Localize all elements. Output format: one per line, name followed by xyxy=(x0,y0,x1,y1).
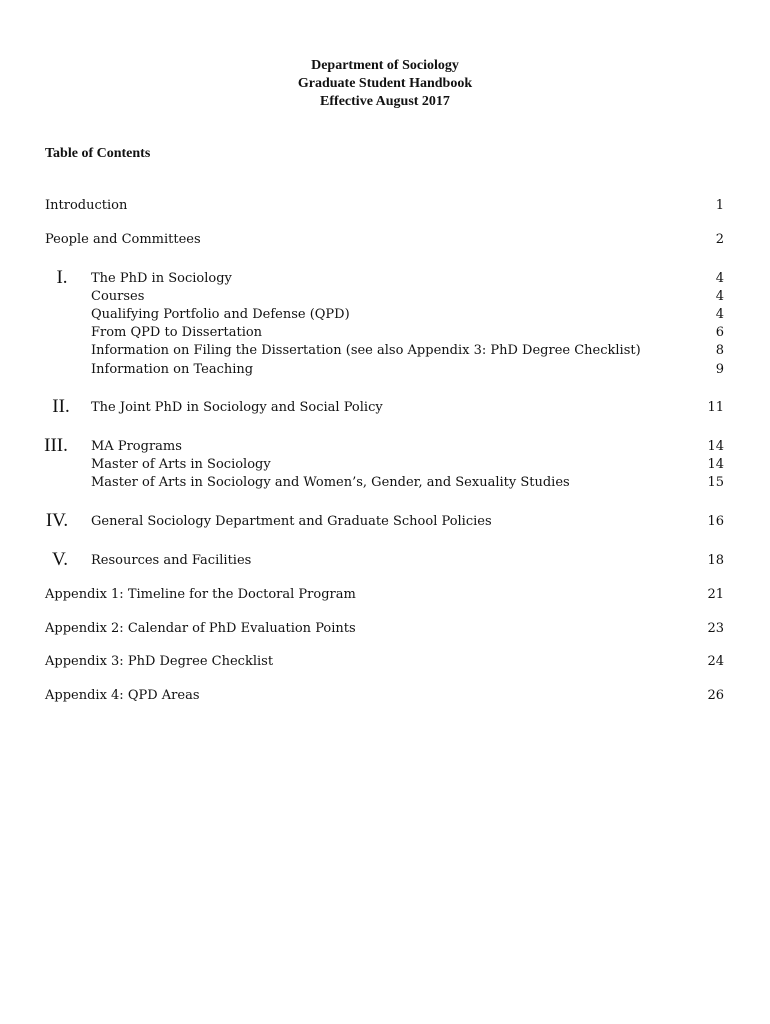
section-numeral-iv: IV. xyxy=(45,510,69,531)
toc-entry-appendix-4[interactable] xyxy=(0,687,770,705)
toc-entry-page: 14 xyxy=(707,439,724,454)
toc-entry-courses[interactable] xyxy=(0,288,770,306)
toc-entry-page: 18 xyxy=(707,553,724,568)
toc-entry-page: 21 xyxy=(707,587,724,602)
toc-entry-label: MA Programs xyxy=(91,439,182,454)
toc-entry-label: From QPD to Dissertation xyxy=(91,325,263,340)
toc-entry-label: Appendix 2: Calendar of PhD Evaluation Points xyxy=(45,621,356,636)
toc-entry-page: 4 xyxy=(715,271,724,286)
section-numeral-iii: III. xyxy=(44,435,68,456)
toc-entry-people-committees[interactable] xyxy=(0,231,770,249)
toc-entry-appendix-2[interactable] xyxy=(0,620,770,638)
section-numeral-ii: II. xyxy=(52,396,70,417)
toc-entry-label: Courses xyxy=(91,289,145,304)
toc-entry-label: Master of Arts in Sociology xyxy=(91,457,271,472)
toc-entry-page: 16 xyxy=(707,514,724,529)
toc-entry-qpd-to-dissertation[interactable] xyxy=(0,324,770,342)
toc-entry-label: The Joint PhD in Sociology and Social Policy xyxy=(91,400,383,415)
toc-entry-introduction[interactable] xyxy=(0,197,770,215)
toc-entry-filing-dissertation[interactable] xyxy=(0,342,770,360)
toc-entry-appendix-1[interactable] xyxy=(0,586,770,604)
toc-entry-page: 1 xyxy=(715,198,724,213)
toc-entry-ma-sociology-wgss[interactable] xyxy=(0,474,770,492)
toc-entry-page: 14 xyxy=(707,457,724,472)
toc-entry-page: 23 xyxy=(707,621,724,636)
toc-entry-phd-sociology[interactable] xyxy=(0,267,770,288)
toc-entry-policies[interactable] xyxy=(0,510,770,531)
toc-entry-label: Appendix 4: QPD Areas xyxy=(45,688,200,703)
handbook-title: Graduate Student Handbook xyxy=(297,76,473,91)
toc-entry-page: 6 xyxy=(715,325,724,340)
handbook-effective-date: Effective August 2017 xyxy=(320,94,450,109)
toc-entry-label: The PhD in Sociology xyxy=(91,271,232,286)
toc-entry-label: Information on Teaching xyxy=(91,362,254,377)
toc-entry-teaching[interactable] xyxy=(0,361,770,379)
toc-entry-joint-phd[interactable] xyxy=(0,396,770,417)
section-numeral-i: I. xyxy=(56,267,68,288)
toc-entry-label: General Sociology Department and Graduate School Policies xyxy=(91,514,492,529)
toc-entry-label: People and Committees xyxy=(45,232,201,247)
toc-entry-label: Information on Filing the Dissertation (see also Appendix 3: PhD Degree Checklist) xyxy=(91,343,641,358)
toc-entry-resources[interactable] xyxy=(0,549,770,570)
toc-entry-label: Qualifying Portfolio and Defense (QPD) xyxy=(91,307,350,322)
toc-entry-page: 11 xyxy=(707,400,724,415)
toc-entry-page: 4 xyxy=(715,289,724,304)
toc-entry-ma-programs[interactable] xyxy=(0,435,770,456)
toc-entry-page: 24 xyxy=(707,654,724,669)
toc-entry-page: 4 xyxy=(715,307,724,322)
toc-entry-page: 9 xyxy=(715,362,724,377)
toc-entry-label: Appendix 1: Timeline for the Doctoral Program xyxy=(45,587,356,602)
toc-entry-label: Introduction xyxy=(45,198,128,213)
toc-entry-page: 2 xyxy=(715,232,724,247)
toc-entry-page: 8 xyxy=(715,343,724,358)
toc-entry-label: Master of Arts in Sociology and Women’s, Gender, and Sexuality Studies xyxy=(91,475,570,490)
toc-entry-page: 15 xyxy=(707,475,724,490)
toc-entry-label: Resources and Facilities xyxy=(91,553,252,568)
toc-entry-page: 26 xyxy=(707,688,724,703)
section-numeral-v: V. xyxy=(51,549,69,570)
toc-entry-qpd[interactable] xyxy=(0,306,770,324)
handbook-department: Department of Sociology xyxy=(311,58,459,73)
toc-heading: Table of Contents xyxy=(45,146,151,161)
toc-entry-label: Appendix 3: PhD Degree Checklist xyxy=(45,654,274,669)
toc-entry-ma-sociology[interactable] xyxy=(0,456,770,474)
toc-entry-appendix-3[interactable] xyxy=(0,653,770,671)
